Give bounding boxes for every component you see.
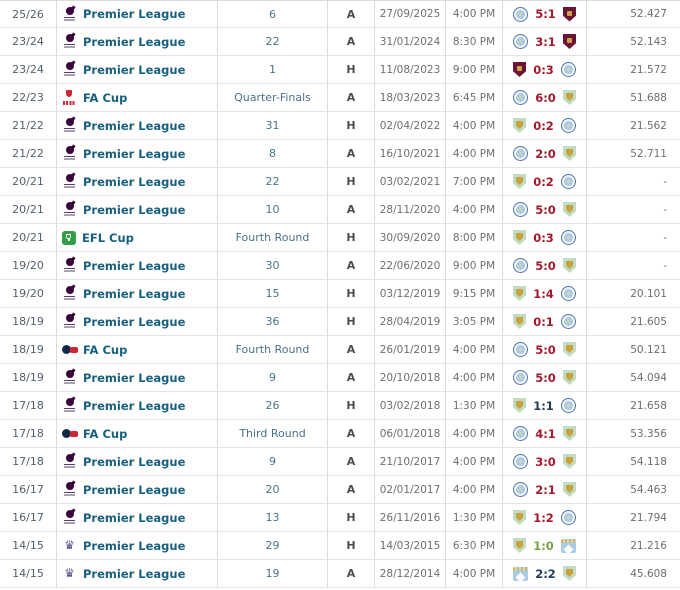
premier-league-icon <box>62 397 77 414</box>
attendance-cell: 51.688 <box>630 91 667 104</box>
venue-cell: A <box>328 140 375 167</box>
match-row <box>0 448 680 476</box>
date-cell: 26/11/2016 <box>375 504 446 531</box>
attendance-cell: - <box>663 231 667 244</box>
attendance-cell: 54.118 <box>630 455 667 468</box>
venue-cell: H <box>328 56 375 83</box>
venue-cell: H <box>328 392 375 419</box>
season-cell: 17/18 <box>0 420 57 447</box>
efl-cup-icon <box>62 231 76 245</box>
date-cell: 27/09/2025 <box>375 1 446 27</box>
season-cell: 16/17 <box>0 476 57 503</box>
round-link[interactable]: 6 <box>218 1 328 27</box>
date-cell: 30/09/2020 <box>375 224 446 251</box>
time-cell: 4:00 PM <box>446 140 503 167</box>
season-cell: 19/20 <box>0 280 57 307</box>
score-link[interactable]: 5:0 <box>535 370 556 385</box>
match-cell <box>503 392 587 419</box>
match-row <box>0 224 680 252</box>
match-row <box>0 476 680 504</box>
venue-cell: H <box>328 224 375 251</box>
premier-league-icon <box>62 145 77 162</box>
match-row <box>0 56 680 84</box>
score-link[interactable]: 1:1 <box>533 398 554 413</box>
premier-league-icon <box>62 481 77 498</box>
competition-link[interactable] <box>57 140 218 167</box>
premier-league-classic-icon: ♛ <box>64 566 75 580</box>
round-link[interactable]: 22 <box>218 168 328 195</box>
score-link[interactable]: 0:3 <box>533 230 554 245</box>
venue-cell: A <box>328 84 375 111</box>
match-row <box>0 336 680 364</box>
score-link[interactable]: 0:3 <box>533 62 554 77</box>
competition-link[interactable] <box>57 392 218 419</box>
man-city-crest-icon[interactable] <box>513 202 528 217</box>
season-cell: 25/26 <box>0 1 57 27</box>
burnley-classic-crest-icon[interactable] <box>513 314 526 329</box>
round-link[interactable]: 10 <box>218 196 328 223</box>
score-link[interactable]: 2:2 <box>535 566 556 581</box>
time-cell: 4:00 PM <box>446 196 503 223</box>
match-row <box>0 280 680 308</box>
venue-cell: A <box>328 252 375 279</box>
venue-cell: H <box>328 532 375 559</box>
burnley-classic-crest-icon[interactable] <box>563 202 576 217</box>
time-cell: 6:30 PM <box>446 532 503 559</box>
competition-label: Premier League <box>83 398 186 413</box>
competition-link[interactable] <box>57 56 218 83</box>
competition-label: Premier League <box>83 118 186 133</box>
burnley-classic-crest-icon[interactable] <box>513 174 526 189</box>
attendance-cell: 53.356 <box>630 427 667 440</box>
competition-label: Premier League <box>83 314 186 329</box>
score-link[interactable]: 2:1 <box>535 482 556 497</box>
competition-link[interactable] <box>57 364 218 391</box>
man-city-classic-crest-icon[interactable] <box>513 567 528 581</box>
man-city-crest-icon[interactable] <box>513 34 528 49</box>
score-link[interactable]: 0:2 <box>533 118 554 133</box>
premier-league-icon <box>62 369 77 386</box>
match-cell <box>503 196 587 223</box>
attendance-cell: 50.121 <box>630 343 667 356</box>
match-cell <box>503 364 587 391</box>
score-link[interactable]: 5:0 <box>535 258 556 273</box>
man-city-crest-icon[interactable] <box>513 342 528 357</box>
premier-league-icon <box>62 117 77 134</box>
round-link[interactable]: 20 <box>218 476 328 503</box>
date-cell: 31/01/2024 <box>375 28 446 55</box>
time-cell: 6:45 PM <box>446 84 503 111</box>
competition-link[interactable] <box>57 532 218 559</box>
score-link[interactable]: 1:4 <box>533 286 554 301</box>
attendance-cell: 54.094 <box>630 371 667 384</box>
fa-cup-emirates-icon <box>62 425 77 442</box>
attendance-cell: 52.427 <box>630 8 667 20</box>
competition-link[interactable] <box>57 84 218 111</box>
date-cell: 02/01/2017 <box>375 476 446 503</box>
round-link[interactable]: 15 <box>218 280 328 307</box>
man-city-crest-icon[interactable] <box>561 510 576 525</box>
match-row <box>0 84 680 112</box>
competition-label: Premier League <box>83 7 186 21</box>
fa-cup-red-icon <box>62 89 77 106</box>
man-city-crest-icon[interactable] <box>561 398 576 413</box>
competition-label: Premier League <box>83 258 186 273</box>
season-cell: 18/19 <box>0 364 57 391</box>
round-link[interactable]: 1 <box>218 56 328 83</box>
burnley-classic-crest-icon[interactable] <box>513 286 526 301</box>
competition-label: Premier League <box>83 34 186 49</box>
time-cell: 4:00 PM <box>446 560 503 587</box>
date-cell: 14/03/2015 <box>375 532 446 559</box>
man-city-classic-crest-icon[interactable] <box>561 539 576 553</box>
match-row <box>0 364 680 392</box>
date-cell: 16/10/2021 <box>375 140 446 167</box>
competition-label: Premier League <box>83 146 186 161</box>
time-cell: 4:00 PM <box>446 448 503 475</box>
time-cell: 4:00 PM <box>446 336 503 363</box>
score-link[interactable]: 5:1 <box>535 7 556 21</box>
round-link[interactable]: Fourth Round <box>218 336 328 363</box>
season-cell: 17/18 <box>0 392 57 419</box>
score-link[interactable]: 1:0 <box>533 538 554 553</box>
attendance-cell: - <box>663 259 667 272</box>
man-city-crest-icon[interactable] <box>561 230 576 245</box>
round-link[interactable]: 13 <box>218 504 328 531</box>
burnley-classic-crest-icon[interactable] <box>563 454 576 469</box>
attendance-cell: 20.101 <box>630 287 667 300</box>
attendance-cell: 52.143 <box>630 35 667 48</box>
man-city-crest-icon[interactable] <box>513 370 528 385</box>
match-cell <box>503 448 587 475</box>
competition-label: Premier League <box>83 174 186 189</box>
score-link[interactable]: 4:1 <box>535 426 556 441</box>
date-cell: 18/03/2023 <box>375 84 446 111</box>
season-cell: 18/19 <box>0 308 57 335</box>
premier-league-icon <box>62 453 77 470</box>
season-cell: 16/17 <box>0 504 57 531</box>
venue-cell: A <box>328 28 375 55</box>
premier-league-icon <box>62 6 77 23</box>
competition-link[interactable] <box>57 336 218 363</box>
competition-label: Premier League <box>83 370 186 385</box>
time-cell: 9:00 PM <box>446 252 503 279</box>
man-city-crest-icon[interactable] <box>561 314 576 329</box>
date-cell: 03/02/2018 <box>375 392 446 419</box>
score-link[interactable]: 0:2 <box>533 174 554 189</box>
venue-cell: A <box>328 476 375 503</box>
competition-label: Premier League <box>83 286 186 301</box>
match-cell <box>503 28 587 55</box>
season-cell: 19/20 <box>0 252 57 279</box>
season-cell: 23/24 <box>0 28 57 55</box>
score-link[interactable]: 6:0 <box>535 90 556 105</box>
burnley-classic-crest-icon[interactable] <box>563 258 576 273</box>
match-row <box>0 560 680 588</box>
attendance-cell: 54.463 <box>630 483 667 496</box>
man-city-crest-icon[interactable] <box>513 482 528 497</box>
man-city-crest-icon[interactable] <box>561 174 576 189</box>
match-cell <box>503 476 587 503</box>
date-cell: 28/12/2014 <box>375 560 446 587</box>
round-link[interactable]: 8 <box>218 140 328 167</box>
burnley-classic-crest-icon[interactable] <box>513 538 526 553</box>
season-cell: 23/24 <box>0 56 57 83</box>
man-city-crest-icon[interactable] <box>513 426 528 441</box>
attendance-cell: - <box>663 175 667 188</box>
premier-league-classic-icon: ♛ <box>64 538 75 552</box>
time-cell: 1:30 PM <box>446 392 503 419</box>
competition-link[interactable] <box>57 28 218 55</box>
match-row <box>0 504 680 532</box>
time-cell: 3:05 PM <box>446 308 503 335</box>
round-link[interactable]: 36 <box>218 308 328 335</box>
competition-label: FA Cup <box>83 90 128 105</box>
competition-link[interactable] <box>57 504 218 531</box>
attendance-cell: 21.572 <box>630 63 667 76</box>
round-link[interactable]: 9 <box>218 364 328 391</box>
match-row <box>0 532 680 560</box>
round-link[interactable]: 31 <box>218 112 328 139</box>
competition-link[interactable] <box>57 1 218 27</box>
match-cell <box>503 84 587 111</box>
season-cell: 20/21 <box>0 224 57 251</box>
venue-cell: A <box>328 560 375 587</box>
competition-label: Premier League <box>83 510 186 525</box>
attendance-cell: 52.711 <box>630 147 667 160</box>
competition-label: FA Cup <box>83 342 128 357</box>
score-link[interactable]: 2:0 <box>535 146 556 161</box>
man-city-crest-icon[interactable] <box>561 286 576 301</box>
competition-link[interactable] <box>57 196 218 223</box>
date-cell: 03/02/2021 <box>375 168 446 195</box>
burnley-crest-icon[interactable] <box>563 7 576 22</box>
attendance-cell: - <box>663 203 667 216</box>
premier-league-icon <box>62 509 77 526</box>
man-city-crest-icon[interactable] <box>561 62 576 77</box>
match-cell <box>503 336 587 363</box>
premier-league-icon <box>62 313 77 330</box>
match-row <box>0 308 680 336</box>
match-cell <box>503 1 587 27</box>
premier-league-icon <box>62 257 77 274</box>
competition-link[interactable] <box>57 420 218 447</box>
date-cell: 28/04/2019 <box>375 308 446 335</box>
score-link[interactable]: 5:0 <box>535 342 556 357</box>
premier-league-icon <box>62 173 77 190</box>
match-row <box>0 196 680 224</box>
time-cell: 1:30 PM <box>446 504 503 531</box>
match-row <box>0 168 680 196</box>
match-cell <box>503 560 587 587</box>
competition-link[interactable] <box>57 280 218 307</box>
burnley-classic-crest-icon[interactable] <box>563 342 576 357</box>
time-cell: 9:15 PM <box>446 280 503 307</box>
round-link[interactable]: 19 <box>218 560 328 587</box>
match-cell <box>503 168 587 195</box>
match-cell <box>503 140 587 167</box>
burnley-classic-crest-icon[interactable] <box>513 510 526 525</box>
match-row <box>0 0 680 28</box>
match-cell <box>503 252 587 279</box>
competition-label: Premier League <box>83 454 186 469</box>
score-link[interactable]: 3:0 <box>535 454 556 469</box>
score-link[interactable]: 0:1 <box>533 314 554 329</box>
burnley-classic-crest-icon[interactable] <box>513 398 526 413</box>
date-cell: 06/01/2018 <box>375 420 446 447</box>
time-cell: 4:00 PM <box>446 112 503 139</box>
match-cell <box>503 280 587 307</box>
competition-label: Premier League <box>83 538 186 553</box>
time-cell: 4:00 PM <box>446 364 503 391</box>
attendance-cell: 21.562 <box>630 119 667 132</box>
burnley-classic-crest-icon[interactable] <box>563 566 576 581</box>
season-cell: 17/18 <box>0 448 57 475</box>
attendance-cell: 21.794 <box>630 511 667 524</box>
competition-label: Premier League <box>83 62 186 77</box>
fa-cup-emirates-icon <box>62 341 77 358</box>
premier-league-icon <box>62 61 77 78</box>
season-cell: 20/21 <box>0 196 57 223</box>
competition-link[interactable] <box>57 448 218 475</box>
score-link[interactable]: 3:1 <box>535 34 556 49</box>
match-cell <box>503 504 587 531</box>
burnley-crest-icon[interactable] <box>513 62 526 77</box>
burnley-classic-crest-icon[interactable] <box>513 230 526 245</box>
burnley-classic-crest-icon[interactable] <box>563 482 576 497</box>
time-cell: 4:00 PM <box>446 420 503 447</box>
match-cell <box>503 224 587 251</box>
premier-league-icon <box>62 285 77 302</box>
match-row <box>0 420 680 448</box>
attendance-cell: 21.216 <box>630 539 667 552</box>
competition-label: Premier League <box>83 566 186 581</box>
time-cell: 9:00 PM <box>446 56 503 83</box>
venue-cell: H <box>328 280 375 307</box>
attendance-cell: 21.658 <box>630 399 667 412</box>
venue-cell: A <box>328 420 375 447</box>
venue-cell: H <box>328 308 375 335</box>
date-cell: 22/06/2020 <box>375 252 446 279</box>
match-cell <box>503 56 587 83</box>
time-cell: 7:00 PM <box>446 168 503 195</box>
man-city-crest-icon[interactable] <box>513 90 528 105</box>
date-cell: 21/10/2017 <box>375 448 446 475</box>
match-cell <box>503 308 587 335</box>
attendance-cell: 45.608 <box>630 567 667 580</box>
competition-label: Premier League <box>83 482 186 497</box>
match-cell <box>503 112 587 139</box>
season-cell: 22/23 <box>0 84 57 111</box>
score-link[interactable]: 5:0 <box>535 202 556 217</box>
competition-link[interactable] <box>57 112 218 139</box>
venue-cell: H <box>328 504 375 531</box>
season-cell: 21/22 <box>0 112 57 139</box>
attendance-cell: 21.605 <box>630 315 667 328</box>
man-city-crest-icon[interactable] <box>513 258 528 273</box>
round-link[interactable]: Third Round <box>218 420 328 447</box>
match-cell <box>503 420 587 447</box>
competition-link[interactable] <box>57 308 218 335</box>
premier-league-icon <box>62 33 77 50</box>
date-cell: 03/12/2019 <box>375 280 446 307</box>
date-cell: 26/01/2019 <box>375 336 446 363</box>
burnley-classic-crest-icon[interactable] <box>563 90 576 105</box>
time-cell: 8:30 PM <box>446 28 503 55</box>
man-city-crest-icon[interactable] <box>513 454 528 469</box>
round-link[interactable]: 9 <box>218 448 328 475</box>
competition-link[interactable] <box>57 168 218 195</box>
burnley-classic-crest-icon[interactable] <box>563 370 576 385</box>
match-row <box>0 112 680 140</box>
competition-link[interactable] <box>57 252 218 279</box>
competition-link[interactable] <box>57 224 218 251</box>
premier-league-icon <box>62 201 77 218</box>
man-city-crest-icon[interactable] <box>561 118 576 133</box>
score-link[interactable]: 1:2 <box>533 510 554 525</box>
competition-link[interactable] <box>57 560 218 587</box>
burnley-classic-crest-icon[interactable] <box>513 118 526 133</box>
competition-label: EFL Cup <box>82 230 134 245</box>
competition-label: Premier League <box>83 202 186 217</box>
competition-label: FA Cup <box>83 426 128 441</box>
burnley-crest-icon[interactable] <box>563 34 576 49</box>
time-cell: 4:00 PM <box>446 1 503 27</box>
date-cell: 02/04/2022 <box>375 112 446 139</box>
competition-link[interactable] <box>57 476 218 503</box>
round-link[interactable]: 26 <box>218 392 328 419</box>
venue-cell: A <box>328 1 375 27</box>
match-row <box>0 392 680 420</box>
season-cell: 14/15 <box>0 560 57 587</box>
season-cell: 18/19 <box>0 336 57 363</box>
season-cell: 20/21 <box>0 168 57 195</box>
venue-cell: A <box>328 196 375 223</box>
date-cell: 11/08/2023 <box>375 56 446 83</box>
round-link[interactable]: Fourth Round <box>218 224 328 251</box>
man-city-crest-icon[interactable] <box>513 146 528 161</box>
time-cell: 4:00 PM <box>446 476 503 503</box>
time-cell: 8:00 PM <box>446 224 503 251</box>
date-cell: 28/11/2020 <box>375 196 446 223</box>
venue-cell: H <box>328 112 375 139</box>
season-cell: 21/22 <box>0 140 57 167</box>
burnley-classic-crest-icon[interactable] <box>563 426 576 441</box>
venue-cell: H <box>328 168 375 195</box>
season-cell: 14/15 <box>0 532 57 559</box>
venue-cell: A <box>328 448 375 475</box>
burnley-classic-crest-icon[interactable] <box>563 146 576 161</box>
round-link[interactable]: Quarter-Finals <box>218 84 328 111</box>
man-city-crest-icon[interactable] <box>513 7 528 22</box>
round-link[interactable]: 29 <box>218 532 328 559</box>
date-cell: 20/10/2018 <box>375 364 446 391</box>
venue-cell: A <box>328 364 375 391</box>
round-link[interactable]: 22 <box>218 28 328 55</box>
round-link[interactable]: 30 <box>218 252 328 279</box>
match-cell <box>503 532 587 559</box>
match-row <box>0 28 680 56</box>
venue-cell: A <box>328 336 375 363</box>
match-row <box>0 140 680 168</box>
match-row <box>0 252 680 280</box>
